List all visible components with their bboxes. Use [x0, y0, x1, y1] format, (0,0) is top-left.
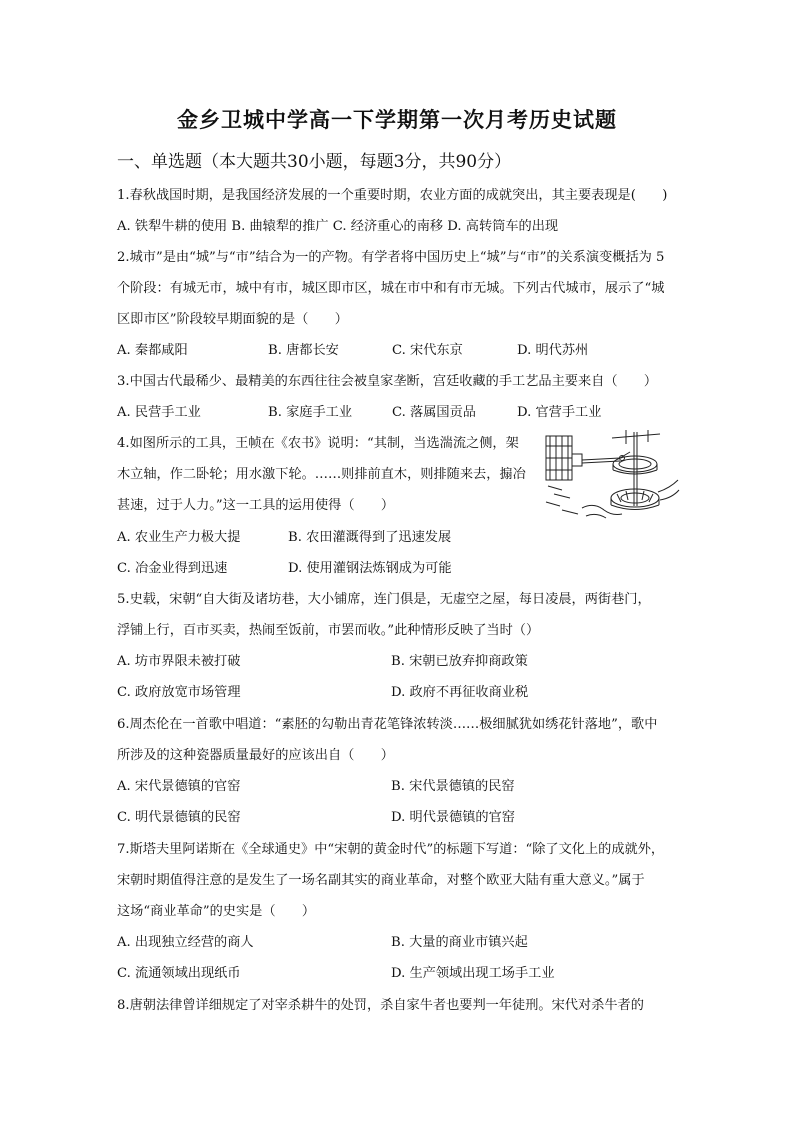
question-8-stem-line-1: 8.唐朝法律曾详细规定了对宰杀耕牛的处罚，杀自家牛者也要判一年徒刑。宋代对杀牛者的: [117, 998, 644, 1013]
page-title: 金乡卫城中学高一下学期第一次月考历史试题: [177, 107, 617, 132]
question-5-option-a: A. 坊市界限未被打破: [117, 654, 241, 669]
question-6-option-a: A. 宋代景德镇的官窑: [117, 779, 241, 794]
question-2-stem-line-3: 区即市区”阶段较早期面貌的是（ ）: [117, 312, 348, 327]
question-1-stem: 1.春秋战国时期，是我国经济发展的一个重要时期，农业方面的成就突出，其主要表现是( ): [117, 188, 668, 203]
question-4-stem-line-1: 4.如图所示的工具，王帧在《农书》说明：“其制，当选湍流之侧，架: [117, 436, 519, 451]
question-2-option-a: A. 秦都咸阳: [117, 343, 188, 358]
question-3-option-a: A. 民营手工业: [117, 405, 201, 420]
question-4-option-a: A. 农业生产力极大提: [117, 530, 241, 545]
question-3-option-d: D. 官营手工业: [517, 405, 602, 420]
question-2-option-c: C. 宋代东京: [392, 343, 463, 358]
question-3-stem: 3.中国古代最稀少、最精美的东西往往会被皇家垄断，宫廷收藏的手工艺品主要来自（ ）: [117, 374, 658, 389]
section-heading: 一、单选题（本大题共30小题，每题3分，共90分）: [117, 152, 512, 172]
question-7-stem-line-3: 这场“商业革命”的史实是（ ）: [117, 904, 316, 919]
question-5-stem-line-2: 浮铺上行，百市买卖，热闹至饭前，市罢而收。”此种情形反映了当时（）: [117, 623, 540, 638]
question-6-option-c: C. 明代景德镇的民窑: [117, 810, 241, 825]
question-5-option-d: D. 政府不再征收商业税: [391, 685, 529, 700]
question-4-stem-line-3: 甚速，过于人力。”这一工具的运用使得（ ）: [117, 498, 395, 513]
question-7-stem-line-2: 宋朝时期值得注意的是发生了一场名副其实的商业革命，对整个欧亚大陆有重大意义。”属于: [117, 873, 645, 888]
question-3-option-c: C. 落属国贡品: [392, 405, 476, 420]
question-7-option-b: B. 大量的商业市镇兴起: [391, 935, 528, 950]
water-bellows-illustration: [542, 428, 680, 522]
question-7-option-a: A. 出现独立经营的商人: [117, 935, 254, 950]
question-7-option-d: D. 生产领域出现工场手工业: [391, 966, 555, 981]
question-5-stem-line-1: 5.史载，宋朝“自大街及诸坊巷，大小铺席，连门俱是，无虚空之屋，每日凌晨，两街巷门，: [117, 592, 651, 607]
question-2-stem-line-2: 个阶段：有城无市，城中有市，城区即市区，城在市中和有市无城。下列古代城市，展示了“城: [117, 281, 665, 296]
question-7-stem-line-1: 7.斯塔夫里阿诺斯在《全球通史》中“宋朝的黄金时代”的标题下写道：“除了文化上的成就外，: [117, 842, 665, 857]
question-2-stem-line-1: 2.城市”是由“城”与“市”结合为一的产物。有学者将中国历史上“城”与“市”的关系演变概括为 5: [117, 250, 665, 265]
question-6-option-d: D. 明代景德镇的官窑: [391, 810, 515, 825]
question-4-option-c: C. 冶金业得到迅速: [117, 561, 228, 576]
question-6-option-b: B. 宋代景德镇的民窑: [391, 779, 515, 794]
question-5-option-b: B. 宋朝已放弃抑商政策: [391, 654, 528, 669]
question-5-option-c: C. 政府放宽市场管理: [117, 685, 241, 700]
question-4-option-b: B. 农田灌溉得到了迅速发展: [288, 530, 452, 545]
question-3-option-b: B. 家庭手工业: [268, 405, 353, 420]
question-4-stem-line-2: 木立轴，作二卧轮；用水激下轮。……则排前直木，则排随来去，搧冶: [117, 467, 526, 482]
question-2-option-b: B. 唐都长安: [268, 343, 339, 358]
question-6-stem-line-2: 所涉及的这种瓷器质量最好的应该出自（ ）: [117, 748, 394, 763]
question-6-stem-line-1: 6.周杰伦在一首歌中唱道：“素胚的勾勒出青花笔锋浓转淡……极细腻犹如绣花针落地”，歌中: [117, 717, 658, 732]
question-1-options: A. 铁犁牛耕的使用 B. 曲辕犁的推广 C. 经济重心的南移 D. 高转筒车的出现: [117, 219, 559, 234]
question-2-option-d: D. 明代苏州: [517, 343, 589, 358]
question-7-option-c: C. 流通领域出现纸币: [117, 966, 241, 981]
question-4-option-d: D. 使用灌钢法炼钢成为可能: [288, 561, 452, 576]
